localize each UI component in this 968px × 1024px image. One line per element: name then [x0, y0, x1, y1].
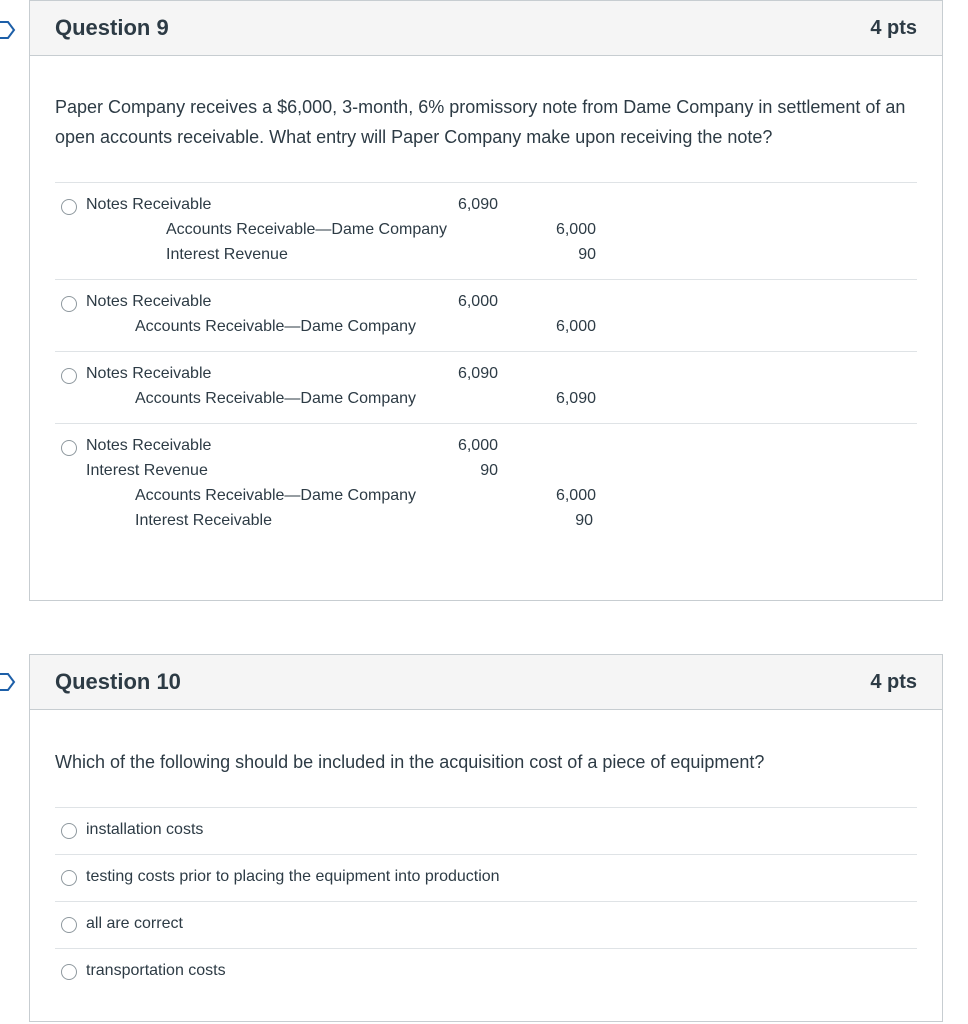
radio-button[interactable] — [61, 917, 77, 933]
journal-debit-account: Interest Revenue — [86, 462, 208, 479]
radio-button[interactable] — [61, 199, 77, 215]
journal-debit-account: Notes Receivable — [86, 437, 212, 454]
credit-amount: 6,090 — [555, 390, 596, 407]
credit-amount: 90 — [575, 512, 593, 529]
flag-question-icon[interactable] — [0, 673, 16, 691]
journal-credit-account: Interest Receivable — [135, 512, 272, 529]
journal-debit-account: Notes Receivable — [86, 196, 212, 213]
question-points: 4 pts — [870, 670, 917, 693]
credit-amount: 90 — [578, 246, 596, 263]
answer-list — [55, 807, 917, 996]
journal-credit-account: Interest Revenue — [166, 246, 288, 263]
radio-button[interactable] — [61, 296, 77, 312]
credit-amount: 6,000 — [555, 221, 596, 238]
question-prompt: Which of the following should be included in the acquisition cost of a piece of equipment? — [55, 752, 765, 772]
debit-amount: 6,090 — [457, 365, 498, 382]
credit-amount: 6,000 — [555, 487, 596, 504]
answer-option[interactable] — [55, 352, 917, 424]
debit-amount: 90 — [480, 462, 498, 479]
answer-label: testing costs prior to placing the equipment into production — [86, 868, 500, 885]
question-10-card — [29, 654, 943, 1022]
credit-amount: 6,000 — [555, 318, 596, 335]
debit-amount: 6,000 — [457, 437, 498, 454]
radio-button[interactable] — [61, 440, 77, 456]
question-title: Question 9 — [55, 15, 169, 40]
journal-credit-account: Accounts Receivable—Dame Company — [135, 487, 417, 504]
journal-debit-account: Notes Receivable — [86, 365, 212, 382]
radio-button[interactable] — [61, 823, 77, 839]
answer-option[interactable] — [55, 949, 917, 996]
question-9-card — [29, 0, 943, 601]
answer-option[interactable] — [55, 902, 917, 949]
journal-credit-account: Accounts Receivable—Dame Company — [135, 390, 417, 407]
answer-label: transportation costs — [86, 962, 226, 979]
journal-debit-account: Notes Receivable — [86, 293, 212, 310]
answer-option[interactable] — [55, 808, 917, 855]
radio-button[interactable] — [61, 368, 77, 384]
answer-label: installation costs — [86, 821, 204, 838]
debit-amount: 6,090 — [457, 196, 498, 213]
answer-option[interactable] — [55, 280, 917, 352]
answer-option[interactable] — [55, 855, 917, 902]
answer-label: all are correct — [86, 915, 183, 932]
debit-amount: 6,000 — [457, 293, 498, 310]
flag-question-icon[interactable] — [0, 21, 16, 39]
radio-button[interactable] — [61, 870, 77, 886]
question-header — [30, 655, 942, 710]
question-title: Question 10 — [55, 669, 181, 694]
answer-list — [55, 182, 917, 544]
journal-credit-account: Accounts Receivable—Dame Company — [135, 318, 417, 335]
answer-option[interactable] — [55, 424, 917, 544]
journal-credit-account: Accounts Receivable—Dame Company — [166, 221, 448, 238]
answer-option[interactable] — [55, 183, 917, 280]
question-prompt: Paper Company receives a $6,000, 3-month, 6% promissory note from Dame Company in settlement of an open accounts receivable. What entry will Paper Company make upon receiving the note? — [55, 97, 906, 147]
question-header — [30, 1, 942, 56]
question-points: 4 pts — [870, 16, 917, 39]
radio-button[interactable] — [61, 964, 77, 980]
